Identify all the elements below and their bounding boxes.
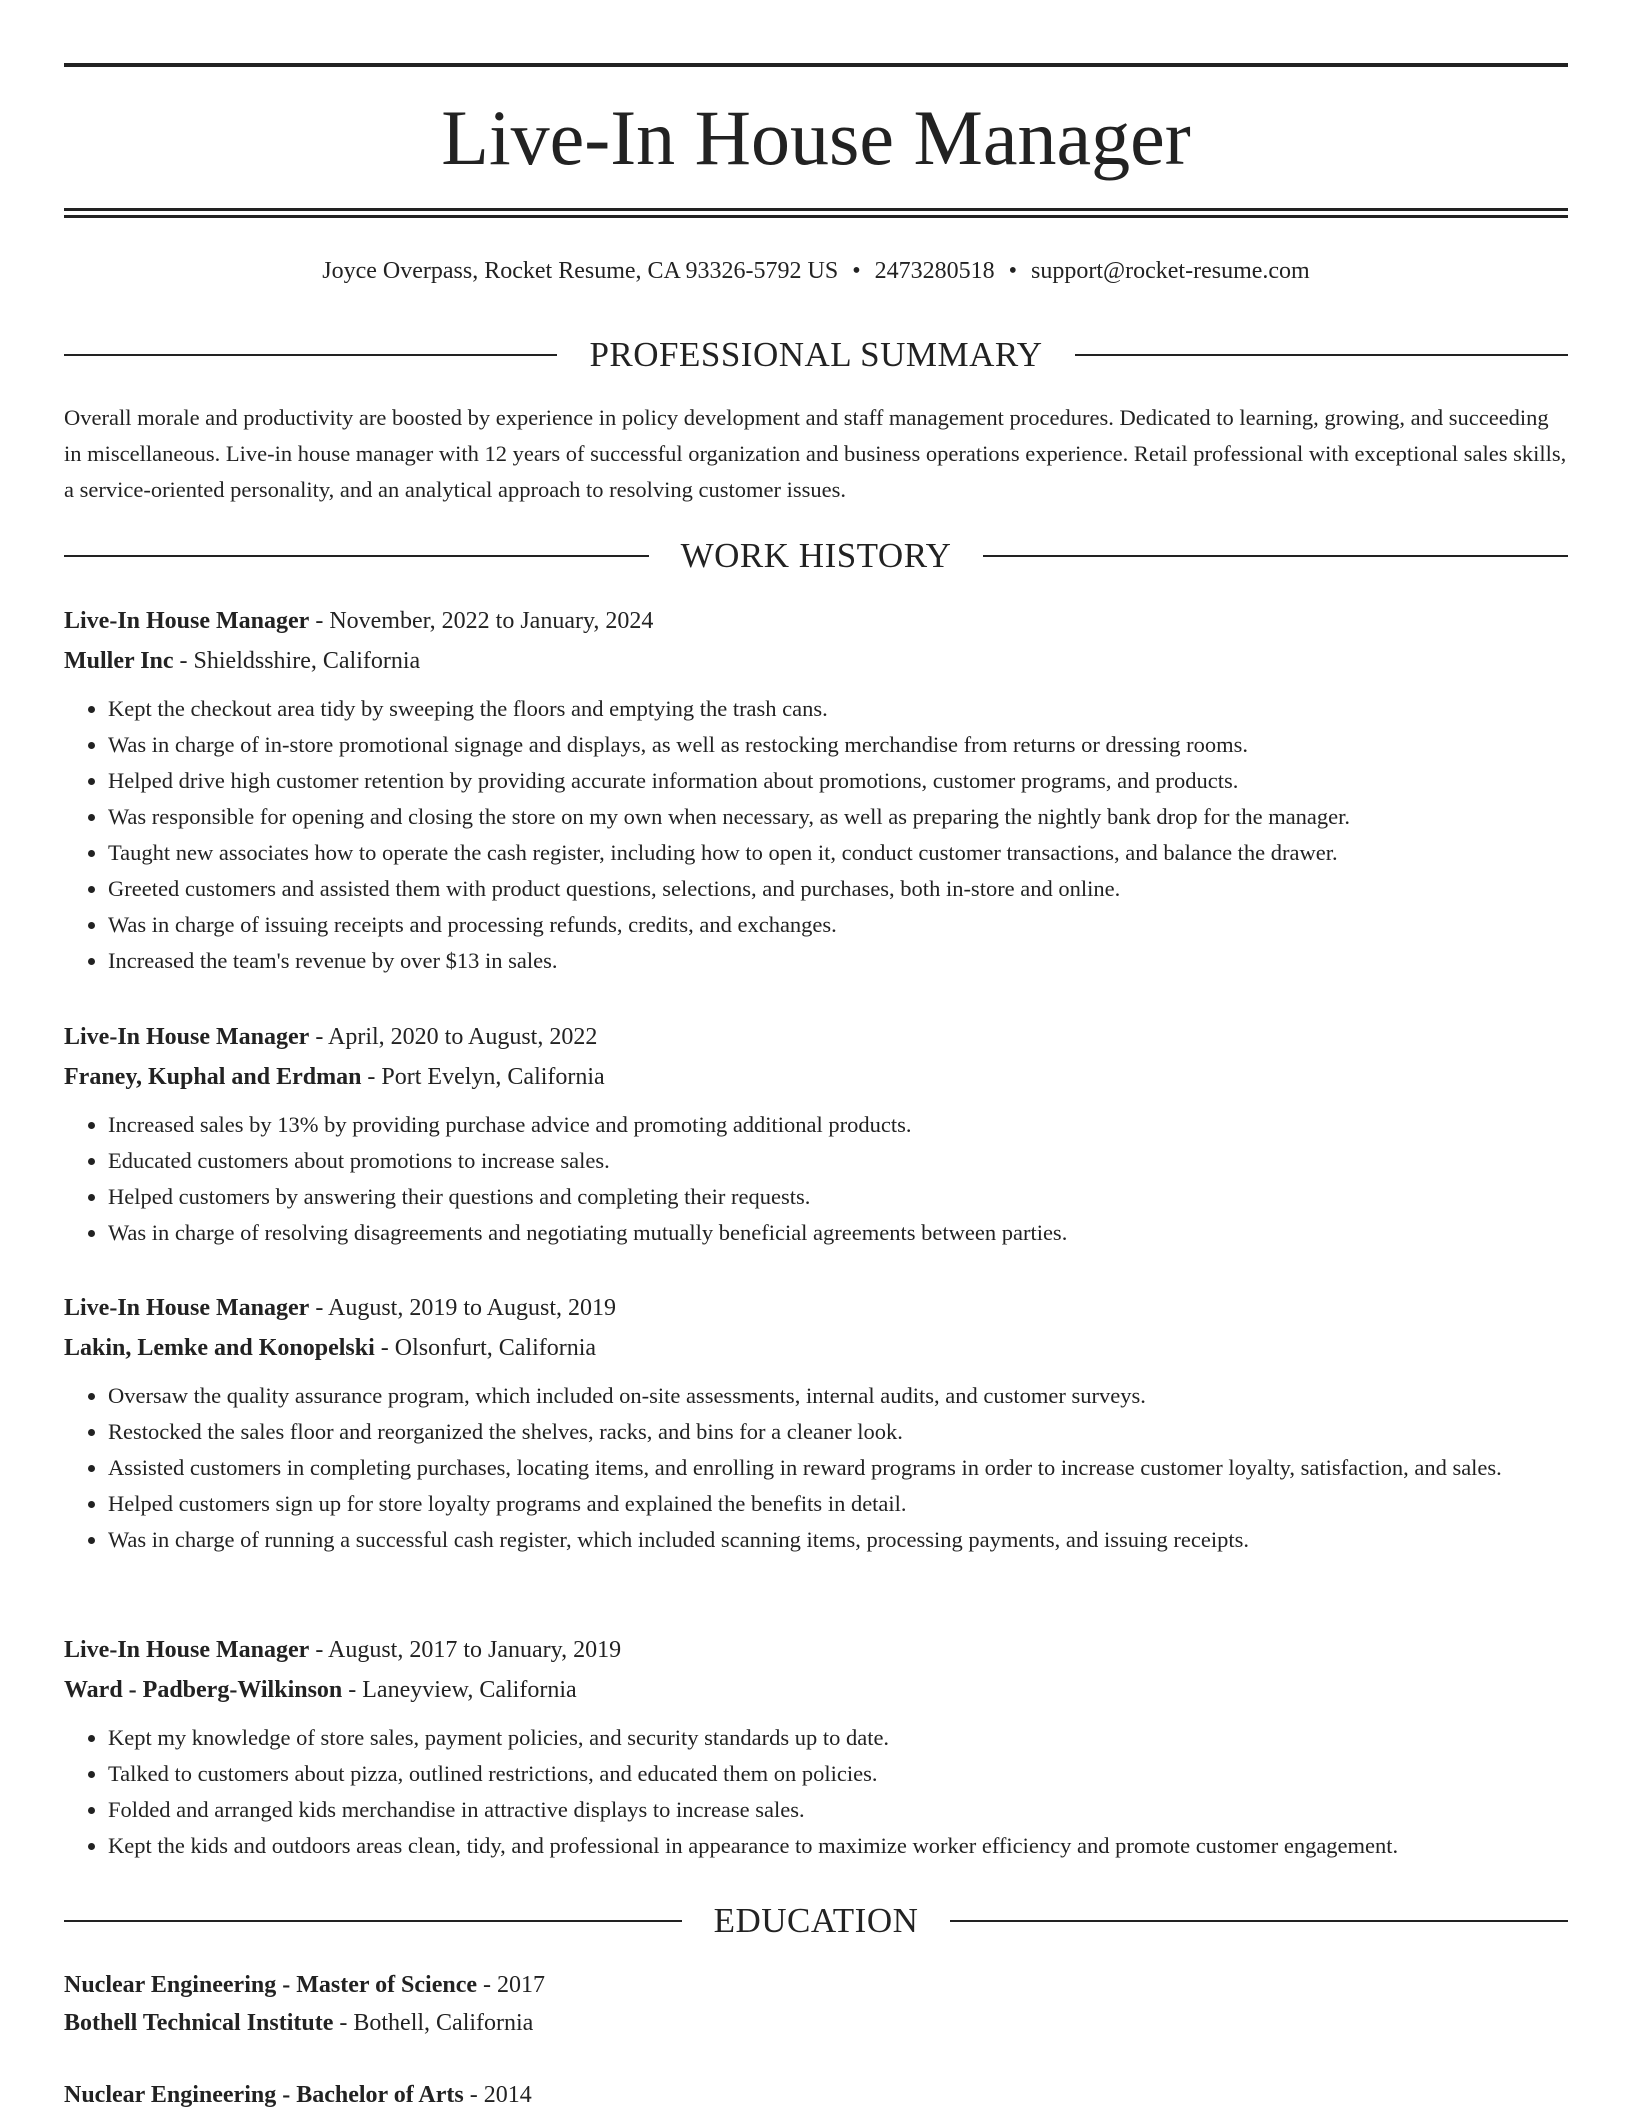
- summary-heading: [64, 333, 1568, 377]
- section-title: WORK HISTORY: [680, 536, 952, 575]
- job-location: - Olsonfurt, California: [374, 1335, 597, 1361]
- contact-separator: •: [1008, 258, 1018, 284]
- job-entry: [64, 1288, 1568, 1558]
- job-bullet: • Assisted customers in completing purchases, locating items, and enrolling in reward programs in order to increase customer loyalty, satisfaction, and sales.: [108, 1450, 1568, 1486]
- job-bullet: • Taught new associates how to operate the cash register, including how to open it, conduct customer transactions, and balance the drawer.: [108, 835, 1568, 871]
- job-company-line: [64, 641, 1568, 681]
- job-title: Live-In House Manager: [64, 1295, 310, 1321]
- job-title: Live-In House Manager: [64, 1024, 310, 1050]
- education-entry: [64, 2076, 1568, 2114]
- job-company-line: [64, 1057, 1568, 1097]
- job-dates: - April, 2020 to August, 2022: [309, 1024, 598, 1050]
- section-rule: [64, 1920, 682, 1922]
- job-bullet: • Greeted customers and assisted them with product questions, selections, and purchases, both in-store and online.: [108, 871, 1568, 907]
- contact-line: [64, 254, 1568, 288]
- education-degree: Nuclear Engineering - Bachelor of Arts: [64, 2082, 464, 2108]
- job-bullet: • Increased sales by 13% by providing purchase advice and promoting additional products.: [108, 1107, 1568, 1143]
- summary-text: Overall morale and productivity are boosted by experience in policy development and staff management procedures. Dedicated to learning, growing, and succeeding in miscellaneous. Live-in house manager with 12 years of successful organization and business operations experience. Retail professional with exceptional sales skills, a service-oriented personality, and an analytical approach to resolving customer issues.: [64, 405, 1567, 502]
- job-bullet: • Helped customers by answering their questions and completing their requests.: [108, 1179, 1568, 1215]
- education-year: - 2014: [463, 2082, 532, 2108]
- job-bullet: • Folded and arranged kids merchandise in attractive displays to increase sales.: [108, 1792, 1568, 1828]
- education-entry: [64, 1966, 1568, 2042]
- section-rule: [64, 555, 649, 557]
- job-company-line: [64, 1328, 1568, 1368]
- education-degree-line: [64, 2076, 1568, 2114]
- job-dates: - August, 2019 to August, 2019: [309, 1295, 617, 1321]
- section-title: PROFESSIONAL SUMMARY: [589, 335, 1043, 374]
- education-degree: Nuclear Engineering - Master of Science: [64, 1972, 478, 1998]
- job-entry: [64, 601, 1568, 979]
- job-bullet: • Increased the team's revenue by over $13 in sales.: [108, 943, 1568, 979]
- job-company: Muller Inc: [64, 648, 174, 674]
- job-bullets: [64, 1107, 1568, 1251]
- job-dates: - August, 2017 to January, 2019: [309, 1637, 622, 1663]
- contact-phone: 2473280518: [874, 258, 995, 284]
- job-bullet: • Talked to customers about pizza, outlined restrictions, and educated them on policies.: [108, 1756, 1568, 1792]
- job-bullet: • Helped customers sign up for store loyalty programs and explained the benefits in detail.: [108, 1486, 1568, 1522]
- job-location: - Shieldsshire, California: [173, 648, 421, 674]
- education-school-line: [64, 2004, 1568, 2042]
- job-bullet: • Was responsible for opening and closing the store on my own when necessary, as well as preparing the nightly bank drop for the manager.: [108, 799, 1568, 835]
- resume-title: Live-In House Manager: [441, 94, 1191, 181]
- job-entry: [64, 1630, 1568, 1864]
- education-year: - 2017: [477, 1972, 546, 1998]
- job-bullet: • Was in charge of running a successful cash register, which included scanning items, processing payments, and issuing receipts.: [108, 1522, 1568, 1558]
- job-company-line: [64, 1670, 1568, 1710]
- job-bullet: • Was in charge of resolving disagreements and negotiating mutually beneficial agreements between parties.: [108, 1215, 1568, 1251]
- job-title-line: [64, 1017, 1568, 1057]
- contact-address: Joyce Overpass, Rocket Resume, CA 93326-5792 US: [322, 258, 839, 284]
- job-title-line: [64, 1288, 1568, 1328]
- education-degree-line: [64, 1966, 1568, 2004]
- job-title-line: [64, 601, 1568, 641]
- job-dates: - November, 2022 to January, 2024: [309, 608, 654, 634]
- section-title: EDUCATION: [713, 1901, 919, 1940]
- job-bullet: • Restocked the sales floor and reorganized the shelves, racks, and bins for a cleaner look.: [108, 1414, 1568, 1450]
- job-bullet: • Oversaw the quality assurance program, which included on-site assessments, internal audits, and customer surveys.: [108, 1378, 1568, 1414]
- job-title-line: [64, 1630, 1568, 1670]
- section-rule: [64, 354, 557, 356]
- job-bullet: • Kept my knowledge of store sales, payment policies, and security standards up to date.: [108, 1720, 1568, 1756]
- job-bullet: • Kept the checkout area tidy by sweeping the floors and emptying the trash cans.: [108, 691, 1568, 727]
- section-rule: [983, 555, 1568, 557]
- job-company: Lakin, Lemke and Konopelski: [64, 1335, 375, 1361]
- job-entry: [64, 1017, 1568, 1251]
- job-location: - Laneyview, California: [342, 1677, 577, 1703]
- job-bullets: [64, 691, 1568, 979]
- job-location: - Port Evelyn, California: [361, 1064, 605, 1090]
- section-rule: [1075, 354, 1568, 356]
- job-bullet: • Kept the kids and outdoors areas clean, tidy, and professional in appearance to maximize worker efficiency and promote customer engagement.: [108, 1828, 1568, 1864]
- education-heading: [64, 1899, 1568, 1943]
- contact-separator: •: [852, 258, 861, 284]
- contact-email: support@rocket-resume.com: [1031, 258, 1310, 284]
- education-location: - Bothell, California: [333, 2010, 534, 2036]
- section-rule: [950, 1920, 1568, 1922]
- job-company: Ward - Padberg-Wilkinson: [64, 1677, 343, 1703]
- job-title: Live-In House Manager: [64, 1637, 310, 1663]
- job-bullets: [64, 1720, 1568, 1864]
- job-bullet: • Helped drive high customer retention by providing accurate information about promotions, customer programs, and products.: [108, 763, 1568, 799]
- job-bullet: • Was in charge of in-store promotional signage and displays, as well as restocking merchandise from returns or dressing rooms.: [108, 727, 1568, 763]
- job-company: Franey, Kuphal and Erdman: [64, 1064, 362, 1090]
- work-history-heading: [64, 534, 1568, 578]
- job-bullet: • Was in charge of issuing receipts and processing refunds, credits, and exchanges.: [108, 907, 1568, 943]
- double-rule: [64, 208, 1568, 218]
- job-bullets: [64, 1378, 1568, 1558]
- top-rule: [64, 63, 1568, 67]
- job-bullet: • Educated customers about promotions to increase sales.: [108, 1143, 1568, 1179]
- job-title: Live-In House Manager: [64, 608, 310, 634]
- education-school: Bothell Technical Institute: [64, 2010, 334, 2036]
